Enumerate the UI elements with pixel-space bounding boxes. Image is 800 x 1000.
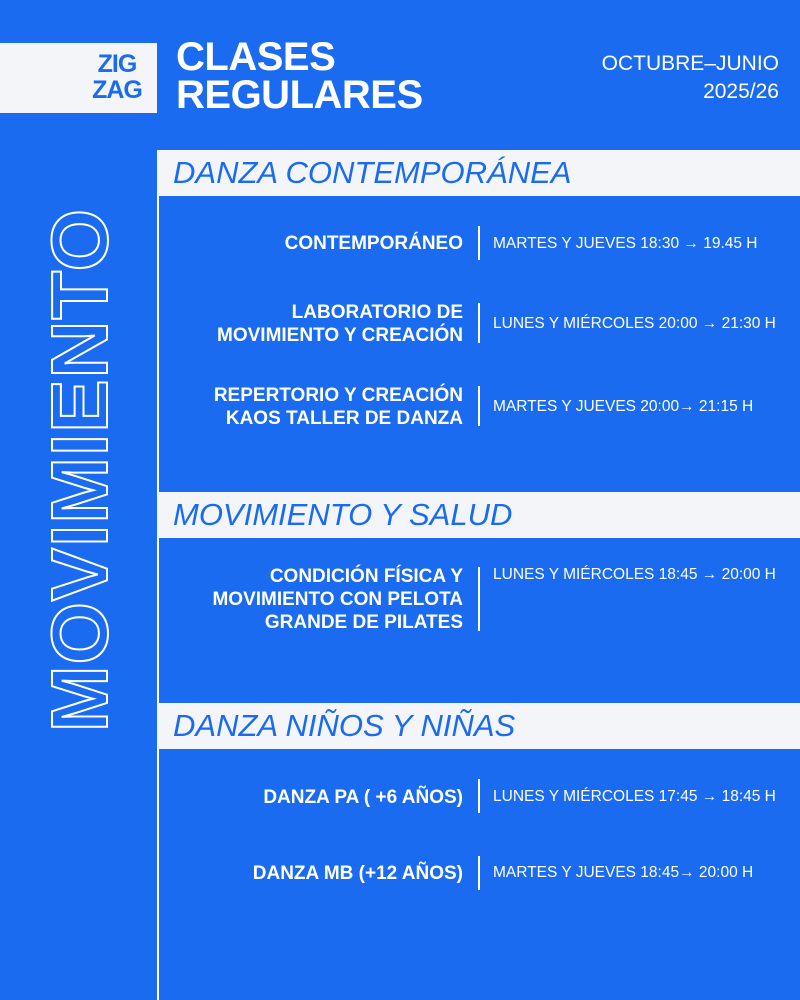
class-schedule: MARTES Y JUEVES 18:30 → 19.45 H (493, 235, 758, 252)
section-band-danza-contemporanea (157, 150, 800, 196)
class-name (217, 301, 463, 347)
title-line-1: CLASES (176, 35, 336, 79)
class-name (285, 232, 463, 255)
class-name-line: KAOS TALLER DE DANZA (225, 408, 463, 429)
class-schedule: MARTES Y JUEVES 20:00→ 21:15 H (493, 398, 754, 415)
vertical-title: MOVIMIENTO (35, 207, 124, 733)
class-name-line: DANZA MB (+12 AÑOS) (252, 863, 463, 884)
section-title: DANZA NIÑOS Y NIÑAS (173, 708, 516, 743)
separator (478, 567, 480, 631)
separator (478, 226, 480, 260)
class-name-line: MOVIMIENTO Y CREACIÓN (217, 325, 463, 346)
class-name-line: LABORATORIO DE (291, 302, 463, 323)
logo-line-2: ZAG (92, 76, 142, 104)
title-line-2: REGULARES (176, 73, 423, 117)
class-name-line: REPERTORIO Y CREACIÓN (213, 385, 463, 406)
class-name-line: DANZA PA ( +6 AÑOS) (263, 787, 463, 808)
class-schedule: MARTES Y JUEVES 18:45→ 20:00 H (493, 864, 754, 881)
class-name-line: MOVIMIENTO CON PELOTA (212, 589, 463, 610)
separator (478, 303, 480, 343)
class-name-line: CONTEMPORÁNEO (284, 233, 463, 254)
class-schedule: LUNES Y MIÉRCOLES 18:45 → 20:00 H (493, 566, 776, 583)
separator (478, 856, 480, 890)
vertical-divider (157, 150, 159, 1000)
class-name (263, 786, 463, 809)
class-name (212, 565, 463, 634)
class-schedule: LUNES Y MIÉRCOLES 20:00 → 21:30 H (493, 315, 776, 332)
period-months: OCTUBRE–JUNIO (601, 52, 779, 75)
class-name-line: CONDICIÓN FÍSICA Y (269, 566, 463, 587)
period (602, 50, 779, 106)
logo-line-1: ZIG (97, 50, 137, 78)
class-name (253, 862, 463, 885)
section-band-movimiento-y-salud (157, 492, 800, 538)
section-title: DANZA CONTEMPORÁNEA (173, 155, 572, 190)
section-band-danza-ninos-y-ninas (157, 703, 800, 749)
zigzag-logo (86, 52, 148, 104)
class-schedule: LUNES Y MIÉRCOLES 17:45 → 18:45 H (493, 788, 776, 805)
class-name-line: GRANDE DE PILATES (264, 612, 463, 633)
period-year: 2025/26 (703, 80, 779, 103)
class-name (214, 384, 463, 430)
page-title (176, 35, 423, 117)
separator (478, 779, 480, 813)
section-title: MOVIMIENTO Y SALUD (173, 497, 513, 532)
separator (478, 386, 480, 426)
